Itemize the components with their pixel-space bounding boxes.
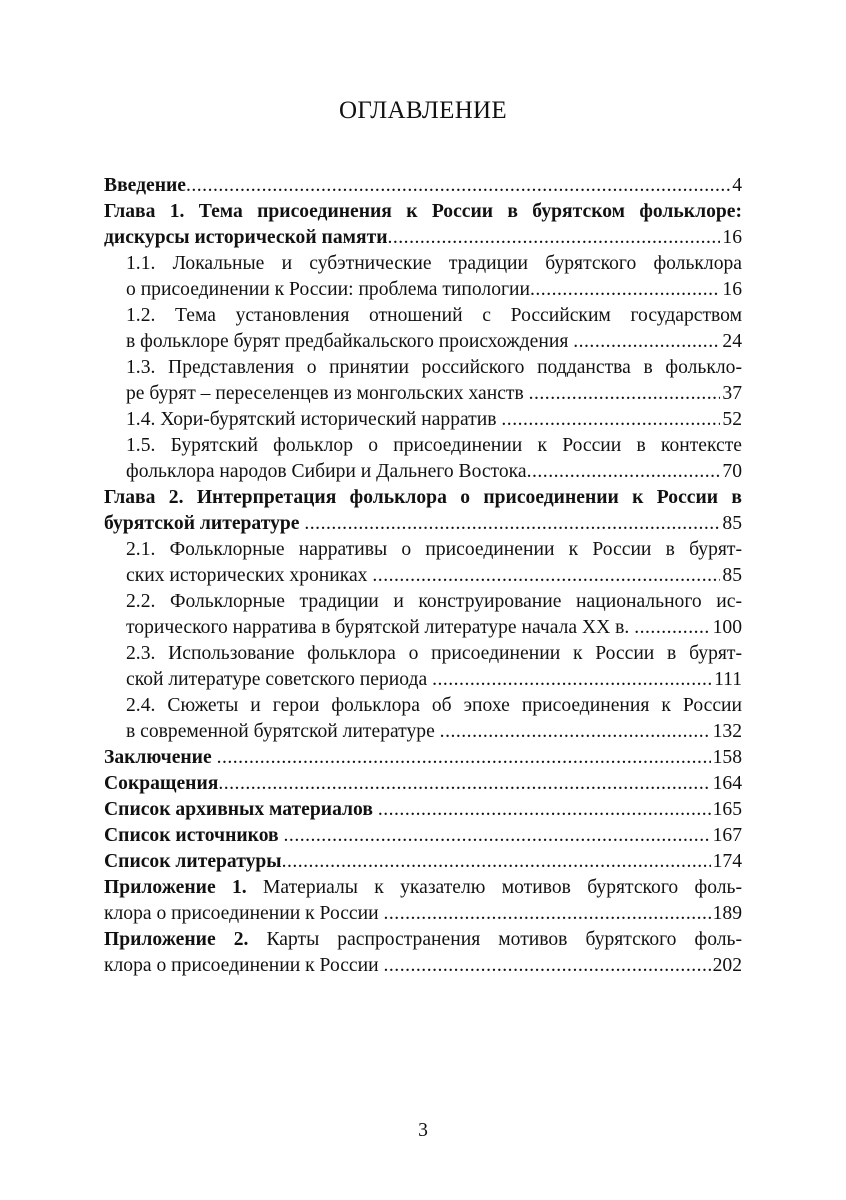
- toc-line: [126, 667, 742, 693]
- dot-leader: [384, 953, 711, 979]
- dot-leader: [530, 277, 720, 303]
- toc-line: [104, 927, 742, 953]
- toc-entry-label: 1.4. Хори-бурятский исторический нарратив: [126, 409, 502, 430]
- toc-entry-section-2-1[interactable]: [104, 537, 742, 589]
- toc-page-number: 4: [732, 175, 742, 196]
- toc-page-number: 70: [722, 461, 742, 482]
- toc-entry-label: ре бурят – переселенцев из монгольских ханств: [126, 383, 529, 404]
- dot-leader: [527, 459, 721, 485]
- toc-entry-section-1-2[interactable]: [104, 303, 742, 355]
- toc-line: [126, 615, 742, 641]
- toc-page-number: 37: [722, 383, 742, 404]
- toc-entry-label: Введение: [104, 175, 186, 196]
- toc-entry-label: Глава 2. Интерпретация фольклора о присоединении к России в: [104, 487, 742, 508]
- toc-entry-label: Приложение 2.: [104, 929, 249, 950]
- toc-entry-archival-materials[interactable]: [104, 797, 742, 823]
- toc-page-number: 111: [714, 669, 742, 690]
- toc-page-number: 202: [712, 955, 742, 976]
- toc-line: [104, 901, 742, 927]
- dot-leader: [384, 901, 711, 927]
- toc-entry-label: в современной бурятской литературе: [126, 721, 440, 742]
- toc-line: [104, 199, 742, 225]
- toc-entry-text: Материалы к указателю мотивов бурятского фоль-: [246, 877, 742, 898]
- page-number: 3: [418, 1120, 428, 1141]
- toc-line: [104, 173, 742, 199]
- toc-line: [104, 511, 742, 537]
- toc-entry-sources[interactable]: [104, 823, 742, 849]
- toc-line: 1.3. Представления о принятии российского подданства в фолькло-: [126, 357, 742, 378]
- toc-entry-label: Заключение: [104, 747, 217, 768]
- dot-leader: [432, 667, 712, 693]
- toc-entry-section-1-3[interactable]: [104, 355, 742, 407]
- toc-line: [104, 823, 742, 849]
- toc-page-number: 132: [712, 721, 742, 742]
- toc-entry-label: фольклора народов Сибири и Дальнего Востока: [126, 461, 527, 482]
- toc-entry-appendix-2[interactable]: [104, 927, 742, 979]
- toc-page-number: 16: [722, 227, 742, 248]
- toc-entry-label: Приложение 1.: [104, 877, 247, 898]
- toc-entry-conclusion[interactable]: [104, 745, 742, 771]
- toc-entry-label: Список литературы: [104, 851, 282, 872]
- toc-line: [126, 563, 742, 589]
- dot-leader: [372, 563, 720, 589]
- toc-entry-label: клора о присоединении к России: [104, 903, 384, 924]
- toc-line: [126, 277, 742, 303]
- toc-line: [126, 459, 742, 485]
- toc-entry-section-1-4[interactable]: [104, 407, 742, 433]
- toc-line: [104, 771, 742, 797]
- dot-leader: [378, 797, 711, 823]
- toc-page-number: 52: [722, 409, 742, 430]
- toc-entry-label: дискурсы исторической памяти: [104, 227, 388, 248]
- dot-leader: [304, 511, 720, 537]
- toc-entry-label: ских исторических хрониках: [126, 565, 373, 586]
- toc-page-number: 165: [712, 799, 742, 820]
- toc-entry-text: Карты распространения мотивов бурятского фоль-: [248, 929, 742, 950]
- page-title: ОГЛАВЛЕНИЕ: [339, 97, 507, 124]
- toc-entry-label: клора о присоединении к России: [104, 955, 384, 976]
- toc-line: [126, 381, 742, 407]
- dot-leader: [573, 329, 720, 355]
- toc-entry-label: в фольклоре бурят предбайкальского происхождения: [126, 331, 574, 352]
- toc-page-number: 189: [712, 903, 742, 924]
- toc-page-number: 24: [722, 331, 742, 352]
- toc-entry-section-2-4[interactable]: [104, 693, 742, 745]
- toc-entry-bibliography[interactable]: [104, 849, 742, 875]
- dot-leader: [634, 615, 710, 641]
- toc-page-number: 85: [722, 513, 742, 534]
- toc-line: [104, 953, 742, 979]
- toc-page-number: 164: [712, 773, 742, 794]
- toc-line: [126, 407, 742, 433]
- toc-line: [104, 849, 742, 875]
- toc-line: 2.1. Фольклорные нарративы о присоединении к России в бурят-: [126, 539, 742, 560]
- toc-entry-label: ской литературе советского периода: [126, 669, 433, 690]
- toc-entry-label: бурятской литературе: [104, 513, 305, 534]
- dot-leader: [186, 173, 730, 199]
- toc-page-number: 174: [712, 851, 742, 872]
- toc-entry-label: торического нарратива в бурятской литературе начала XX в.: [126, 617, 635, 638]
- toc-entry-chapter-1[interactable]: [104, 199, 742, 251]
- dot-leader: [387, 225, 720, 251]
- toc-line: [104, 225, 742, 251]
- table-of-contents: [104, 173, 742, 979]
- toc-entry-abbreviations[interactable]: [104, 771, 742, 797]
- toc-page-number: 100: [712, 617, 742, 638]
- toc-line: 1.2. Тема установления отношений с Российским государством: [126, 305, 742, 326]
- toc-line: 1.1. Локальные и субэтнические традиции бурятского фольклора: [126, 253, 742, 274]
- toc-page-number: 85: [722, 565, 742, 586]
- toc-entry-label: Список источников: [104, 825, 284, 846]
- toc-entry-section-1-5[interactable]: [104, 433, 742, 485]
- dot-leader: [501, 407, 720, 433]
- dot-leader: [284, 823, 711, 849]
- toc-entry-section-1-1[interactable]: [104, 251, 742, 303]
- toc-entry-label: Глава 1. Тема присоединения к России в бурятском фольклоре:: [104, 201, 742, 222]
- toc-line: 2.2. Фольклорные традиции и конструирование национального ис-: [126, 591, 742, 612]
- toc-entry-label: Сокращения: [104, 773, 219, 794]
- dot-leader: [440, 719, 711, 745]
- toc-line: [104, 797, 742, 823]
- toc-page-number: 158: [712, 747, 742, 768]
- toc-line: 2.3. Использование фольклора о присоединении к России в бурят-: [126, 643, 742, 664]
- dot-leader: [529, 381, 721, 407]
- toc-entry-chapter-2[interactable]: [104, 485, 742, 537]
- toc-line: 1.5. Бурятский фольклор о присоединении к России в контексте: [126, 435, 742, 456]
- toc-entry-appendix-1[interactable]: [104, 875, 742, 927]
- toc-line: [126, 719, 742, 745]
- toc-line: [104, 875, 742, 901]
- toc-entry-section-2-3[interactable]: [104, 641, 742, 693]
- toc-line: [126, 329, 742, 355]
- toc-entry-introduction[interactable]: [104, 173, 742, 199]
- toc-page-number: 167: [712, 825, 742, 846]
- dot-leader: [282, 849, 711, 875]
- toc-entry-section-2-2[interactable]: [104, 589, 742, 641]
- toc-line: [104, 485, 742, 511]
- toc-line: 2.4. Сюжеты и герои фольклора об эпохе присоединения к России: [126, 695, 742, 716]
- toc-line: [104, 745, 742, 771]
- toc-entry-label: о присоединении к России: проблема типологии: [126, 279, 530, 300]
- dot-leader: [218, 771, 710, 797]
- dot-leader: [217, 745, 711, 771]
- toc-entry-label: Список архивных материалов: [104, 799, 378, 820]
- toc-page-number: 16: [722, 279, 742, 300]
